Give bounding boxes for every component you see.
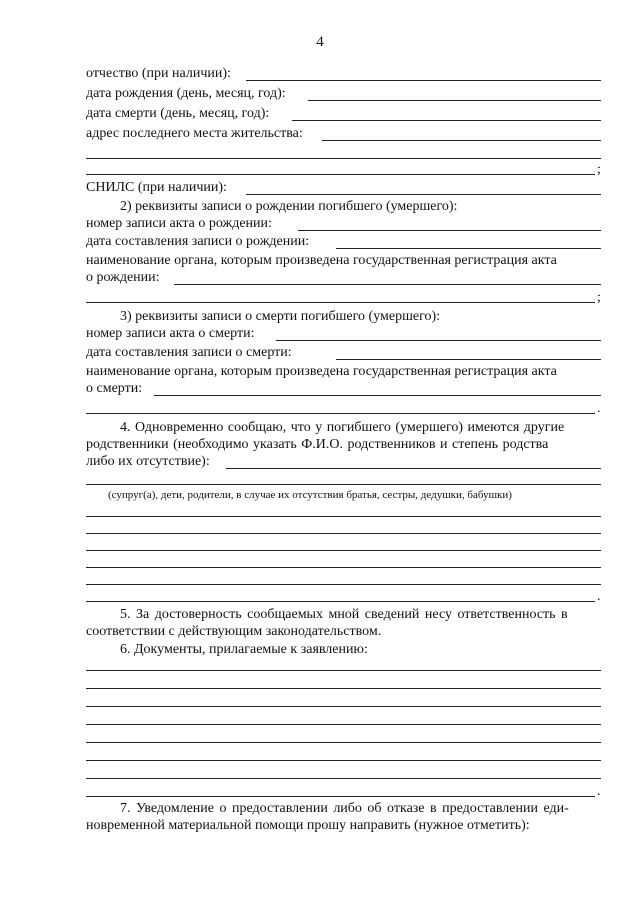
birth-record-heading: 2) реквизиты записи о рождении погибшего (умершего):: [120, 199, 458, 214]
section4-line2: родственники (необходимо указать Ф.И.О. родственников и степень родства: [86, 437, 549, 452]
relatives-line-5: [86, 550, 601, 551]
documents-line-3: [86, 706, 601, 707]
death-record-heading: 3) реквизиты записи о смерти погибшего (умершего):: [120, 309, 441, 324]
birth-record-date-line: [336, 248, 601, 249]
documents-line-7: [86, 778, 601, 779]
snils-label: СНИЛС (при наличии):: [86, 180, 227, 195]
section7-line1: 7. Уведомление о предоставлении либо об отказе в предоставлении еди-: [120, 801, 569, 816]
relatives-line-8: [86, 601, 595, 602]
address-line-2: [86, 158, 601, 159]
relatives-line-1: [226, 468, 601, 469]
birth-record-authority-line: [174, 284, 601, 285]
death-record-authority-label: наименование органа, которым произведена государственная регистрация акта: [86, 364, 557, 379]
birth-record-number-label: номер записи акта о рождении:: [86, 216, 272, 231]
birth-record-authority-line-2: [86, 302, 595, 303]
documents-line-2: [86, 688, 601, 689]
death-record-number-label: номер записи акта о смерти:: [86, 326, 255, 341]
section4-line3: либо их отсутствие):: [86, 454, 210, 469]
death-record-authority-label-2: о смерти:: [86, 381, 143, 396]
address-line-3: [86, 174, 595, 175]
death-record-number-line: [276, 340, 601, 341]
section5-line1: 5. За достоверность сообщаемых мной сведений несу ответственность в: [120, 607, 568, 622]
last-address-label: адрес последнего места жительства:: [86, 126, 303, 141]
snils-line: [246, 194, 601, 195]
relatives-period: .: [597, 589, 601, 604]
birth-record-date-label: дата составления записи о рождении:: [86, 234, 310, 249]
address-semicolon: ;: [597, 162, 601, 177]
death-record-date-line: [336, 359, 601, 360]
birth-record-semicolon: ;: [597, 290, 601, 305]
section4-line1: 4. Одновременно сообщаю, что у погибшего (умершего) имеются другие: [120, 420, 565, 435]
relatives-line-7: [86, 584, 601, 585]
documents-line-6: [86, 760, 601, 761]
section7-line2: новременной материальной помощи прошу направить (нужное отметить):: [86, 818, 530, 833]
patronymic-line: [246, 80, 601, 81]
patronymic-label: отчество (при наличии):: [86, 66, 231, 81]
documents-line-8: [86, 796, 595, 797]
birth-date-line: [308, 100, 601, 101]
birth-record-number-line: [298, 230, 601, 231]
documents-line-5: [86, 742, 601, 743]
death-date-label: дата смерти (день, месяц, год):: [86, 106, 270, 121]
documents-line-1: [86, 670, 601, 671]
section6-heading: 6. Документы, прилагаемые к заявлению:: [120, 642, 368, 657]
birth-date-label: дата рождения (день, месяц, год):: [86, 86, 286, 101]
relatives-hint: (супруг(а), дети, родители, в случае их отсутствия братья, сестры, дедушки, бабушки): [108, 489, 512, 501]
relatives-line-2: [86, 484, 601, 485]
birth-record-authority-label-2: о рождении:: [86, 270, 160, 285]
section5-line2: соответствии с действующим законодательством.: [86, 624, 382, 639]
death-record-date-label: дата составления записи о смерти:: [86, 345, 292, 360]
relatives-line-3: [86, 516, 601, 517]
relatives-line-4: [86, 533, 601, 534]
last-address-line: [322, 140, 601, 141]
relatives-line-6: [86, 567, 601, 568]
documents-period: .: [597, 784, 601, 799]
death-record-period: .: [597, 401, 601, 416]
death-date-line: [292, 120, 601, 121]
death-record-authority-line: [154, 395, 601, 396]
birth-record-authority-label: наименование органа, которым произведена государственная регистрация акта: [86, 253, 557, 268]
documents-line-4: [86, 724, 601, 725]
page-number: 4: [316, 34, 324, 50]
death-record-authority-line-2: [86, 413, 595, 414]
